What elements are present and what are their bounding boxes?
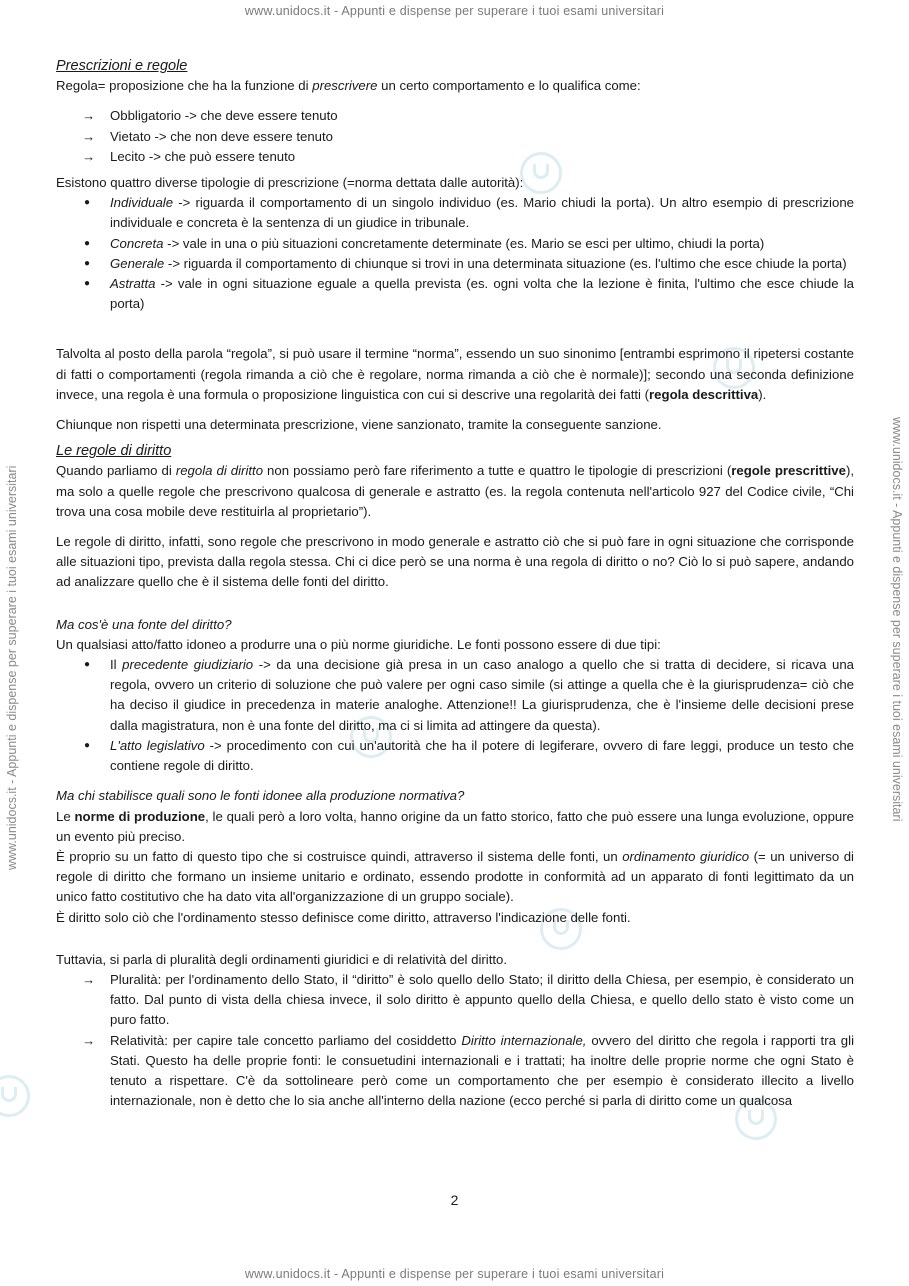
plurality-intro: Tuttavia, si parla di pluralità degli ordinamenti giuridici e di relatività del diritto. <box>56 951 508 967</box>
sanction-paragraph: Chiunque non rispetti una determinata prescrizione, viene sanzionato, tramite la conseguente sanzione. <box>56 417 662 433</box>
question-produzione: Ma chi stabilisce quali sono le fonti idonee alla produzione normativa? <box>56 788 465 804</box>
page-number: 2 <box>450 1192 459 1208</box>
ordinamento-definition: È diritto solo ciò che l'ordinamento stesso definisce come diritto, attraverso l'indicazione delle fonti. <box>56 909 631 925</box>
list-item: → Obbligatorio -> che deve essere tenuto <box>56 106 854 126</box>
list-item: → Lecito -> che può essere tenuto <box>56 147 854 167</box>
side-watermark-right: www.unidocs.it - Appunti e dispense per superare i tuoi esami universitari <box>890 417 904 822</box>
rule-of-law-paragraph: Quando parliamo di regola di diritto non possiamo però fare riferimento a tutte e quattro le tipologie di prescrizioni (regole prescrittive), ma solo a quelle regole che prescrivono qualcosa di generale e astratto (es. la regola contenuta nell'articolo 927 del Codice civile, “Chi trova una cosa mobile deve restituirla al proprietario”). <box>56 463 854 519</box>
norma-paragraph: Talvolta al posto della parola “regola”, si può usare il termine “norma”, essendo un suo sinonimo [entrambi esprimono il ripetersi costante di fatti o comportamenti (regola rimanda a ciò che è regolare, norma rimanda a ciò che è normale)]; secondo una seconda definizione invece, una regola è una formula o proposizione linguistica con cui si descrive una regolarità dei fatti (regola descrittiva). <box>56 346 854 402</box>
ordinamento-paragraph: È proprio su un fatto di questo tipo che si costruisce quindi, attraverso il sistema delle fonti, un ordinamento giuridico (= un universo di regole di diritto che formano un insieme unitario e ordinato, essendo prodotte in conformità ad un apparato di fonti legittimato da un unico fatto costitutivo che ha dato vita all'organizzazione di un gruppo sociale). <box>56 848 854 905</box>
list-item: → Relatività: per capire tale concetto parliamo del cosiddetto Diritto internazionale, ovvero del diritto che regola i rapporti tra gli Stati. Questo ha delle proprie fonti: le consuetudini internazionali e i trattati; ha inoltre delle proprie norme che ogni Stato è tenuto a rispettare. C'è da sottolineare però come un comportamento che per esempio è considerato illecito a livello internazionale, non è detto che lo sia anche all'interno della nazione (ecco perché si parla di diritto come un qualcosa <box>56 1031 854 1112</box>
rule-definition: Regola= proposizione che ha la funzione di prescrivere un certo comportamento e lo qualifica come: <box>56 78 641 94</box>
rule-of-law-paragraph-2: Le regole di diritto, infatti, sono regole che prescrivono in modo generale e astratto ciò che si può fare in ogni situazione che corrisponde alle situazioni tipo, prevista dalla regola stessa. Chi ci dice però se una norma è una regola di diritto o no? Ciò lo si può sapere, andando ad analizzare quello che è il sistema delle fonti del diritto. <box>56 534 854 590</box>
section-heading-prescrizioni: Prescrizioni e regole <box>56 58 188 74</box>
watermark-logo-icon <box>0 1075 30 1117</box>
list-item: → Pluralità: per l'ordinamento dello Stato, il “diritto” è solo quello dello Stato; il diritto della Chiesa, per esempio, è considerato un fatto. Dal punto di vista della chiesa invece, il solo diritto è appunto quello della Chiesa, e quello dello stato è visto come un puro fatto. <box>56 970 854 1031</box>
side-watermark-left: www.unidocs.it - Appunti e dispense per superare i tuoi esami universitari <box>5 465 19 870</box>
question-fonte: Ma cos'è una fonte del diritto? <box>56 616 232 632</box>
footer-watermark: www.unidocs.it - Appunti e dispense per superare i tuoi esami universitari <box>244 1267 665 1281</box>
plurality-list <box>56 970 854 1111</box>
list-item: ● Concreta -> vale in una o più situazioni concretamente determinate (es. Mario se esci per ultimo, chiudi la porta) <box>56 234 854 254</box>
document-body <box>56 56 854 1111</box>
sources-list <box>56 655 854 776</box>
qualification-list <box>56 106 854 167</box>
section-heading-regole-diritto: Le regole di diritto <box>56 443 172 460</box>
list-item: ● L'atto legislativo -> procedimento con cui un'autorità che ha il potere di legiferare, ovvero di fare leggi, produce un testo che contiene regole di diritto. <box>56 736 854 776</box>
answer-produzione: Le norme di produzione, le quali però a loro volta, hanno origine da un fatto storico, fatto che può essere una lunga evoluzione, oppure un evento più preciso. <box>56 808 854 844</box>
list-item: ● Astratta -> vale in ogni situazione eguale a quella prevista (es. ogni volta che la lezione è finita, l'ultimo che esce chiude la porta) <box>56 274 854 314</box>
list-item: → Vietato -> che non deve essere tenuto <box>56 127 854 147</box>
prescription-types-list <box>56 193 854 314</box>
header-watermark: www.unidocs.it - Appunti e dispense per superare i tuoi esami universitari <box>244 4 665 18</box>
types-intro: Esistono quattro diverse tipologie di prescrizione (=norma dettata dalle autorità): <box>56 175 524 191</box>
answer-fonte: Un qualsiasi atto/fatto idoneo a produrre una o più norme giuridiche. Le fonti possono essere di due tipi: <box>56 636 661 652</box>
list-item: ● Generale -> riguarda il comportamento di chiunque si trovi in una determinata situazione (es. l'ultimo che esce chiude la porta) <box>56 254 854 274</box>
list-item: ● Individuale -> riguarda il comportamento di un singolo individuo (es. Mario chiudi la porta). Un altro esempio di prescrizione individuale e concreta è la sentenza di un giudice in tribunale. <box>56 193 854 233</box>
list-item: ● Il precedente giudiziario -> da una decisione già presa in un caso analogo a quello che si tratta di decidere, si ricava una regola, ovvero un criterio di soluzione che può valere per ogni caso simile (si attinge a quella che è la giurisprudenza= ciò che ha deciso il giudice in precedenza in materie analoghe. Attenzione!! La giurisprudenza, che è l'insieme delle decisioni prese dalla magistratura, non è una fonte del diritto, ma ci si limita ad attingere da questa). <box>56 655 854 736</box>
